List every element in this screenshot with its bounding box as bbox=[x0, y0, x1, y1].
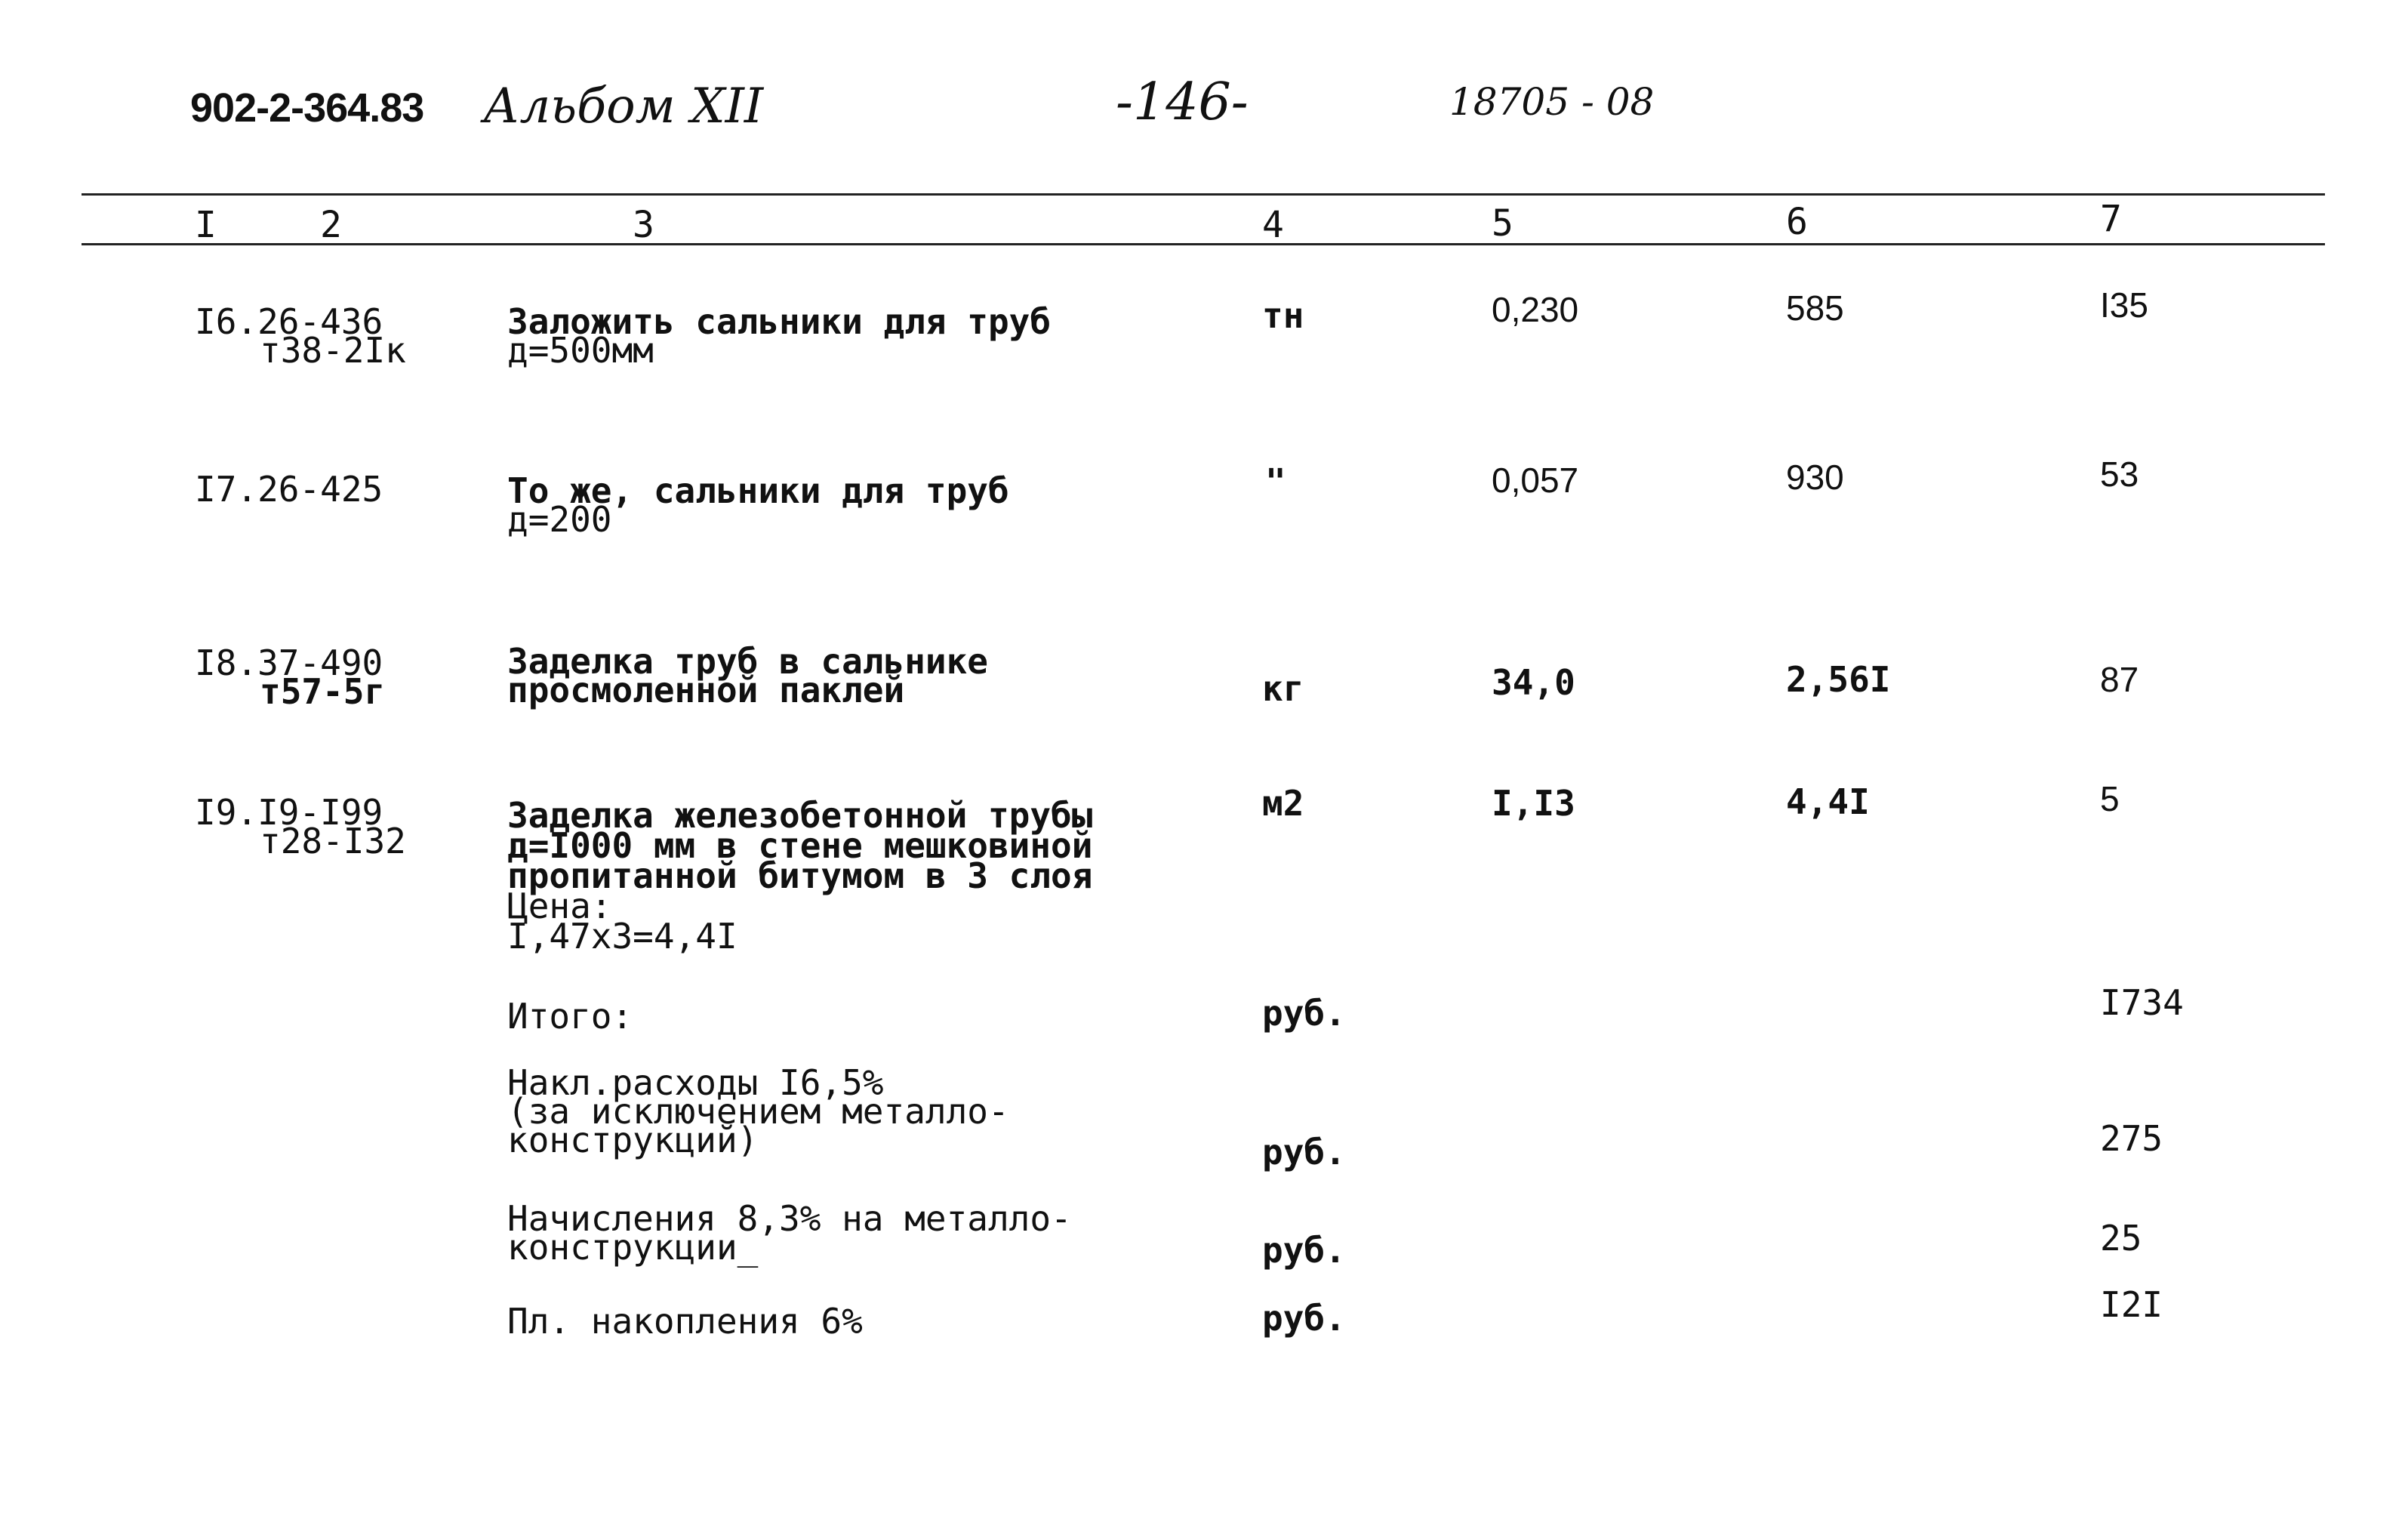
col-header-1: I bbox=[195, 204, 217, 246]
header-top-rule bbox=[82, 193, 2325, 196]
row-quantity: 0,230 bbox=[1492, 290, 1579, 329]
album-title: Альбом XII bbox=[483, 79, 764, 134]
row-cost: 53 bbox=[2100, 454, 2139, 494]
row-code: I6.26-436 т38-2Iк bbox=[195, 301, 406, 371]
row-price: 930 bbox=[1786, 458, 1844, 497]
doc-code: 902-2-364.83 bbox=[190, 85, 424, 131]
col-header-3: 3 bbox=[633, 204, 654, 246]
page-header bbox=[0, 0, 2408, 166]
row-unit: м2 bbox=[1262, 783, 1304, 824]
row-cost: 87 bbox=[2100, 660, 2139, 699]
row-unit: кг bbox=[1262, 668, 1304, 709]
row-description: То же, сальники для труб д=200 bbox=[507, 470, 1009, 540]
row-code: I7.26-425 bbox=[195, 469, 383, 510]
row-cost: I35 bbox=[2100, 285, 2148, 325]
total-unit: руб. bbox=[1262, 1132, 1346, 1172]
row-unit: " bbox=[1265, 461, 1286, 502]
header-bottom-rule bbox=[82, 243, 2325, 245]
page-number: -146- bbox=[1116, 72, 1249, 132]
total-value: I2I bbox=[2100, 1284, 2163, 1325]
col-header-5: 5 bbox=[1492, 202, 1513, 245]
row-cost: 5 bbox=[2100, 779, 2120, 818]
row-quantity: I,I3 bbox=[1492, 783, 1575, 824]
total-value: I734 bbox=[2100, 982, 2184, 1023]
col-header-6: 6 bbox=[1786, 201, 1808, 243]
total-label: Итого: bbox=[507, 996, 633, 1037]
row-code: I9.I9-I99 т28-I32 bbox=[195, 792, 406, 861]
project-number: 18705 - 08 bbox=[1449, 80, 1655, 124]
total-label: Пл. накопления 6% bbox=[507, 1301, 863, 1342]
total-value: 275 bbox=[2100, 1118, 2163, 1159]
total-unit: руб. bbox=[1262, 993, 1346, 1034]
col-header-4: 4 bbox=[1262, 204, 1284, 246]
row-quantity: 0,057 bbox=[1492, 461, 1579, 500]
col-header-7: 7 bbox=[2100, 198, 2122, 240]
total-label: Накл.расходы I6,5% (за исключением металло- конструкций) bbox=[507, 1062, 1009, 1160]
row-price: 4,4I bbox=[1786, 781, 1870, 822]
total-unit: руб. bbox=[1262, 1230, 1346, 1271]
total-unit: руб. bbox=[1262, 1298, 1346, 1339]
col-header-2: 2 bbox=[320, 204, 342, 246]
row-quantity: 34,0 bbox=[1492, 662, 1575, 703]
row-code: I8.37-490 т57-5г bbox=[195, 642, 386, 712]
row-description: Заложить сальники для труб д=500мм bbox=[507, 301, 1052, 371]
total-label: Начисления 8,3% на металло- конструкции_ bbox=[507, 1198, 1072, 1268]
total-value: 25 bbox=[2100, 1218, 2142, 1259]
row-price: 2,56I bbox=[1786, 659, 1891, 700]
row-price: 585 bbox=[1786, 288, 1844, 328]
row-description: Заделка труб в сальнике просмоленной паклей bbox=[507, 641, 988, 710]
row-description: Заделка железобетонной трубы д=I000 мм в стене мешковиной пропитанной битумом в 3 слоя Цена: I,47х3=4,4I bbox=[507, 795, 1093, 957]
row-unit: тн bbox=[1262, 295, 1304, 336]
